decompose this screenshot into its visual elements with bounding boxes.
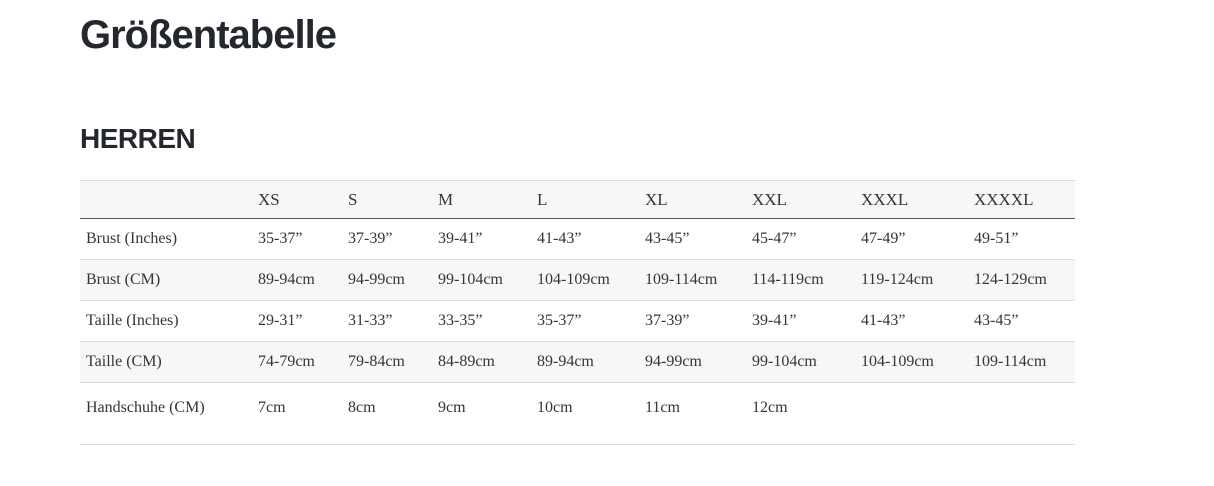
size-cell: 49-51” <box>968 219 1075 260</box>
size-cell: 94-99cm <box>639 342 746 383</box>
size-cell: 9cm <box>432 383 531 445</box>
size-cell: 11cm <box>639 383 746 445</box>
size-cell: 10cm <box>531 383 639 445</box>
size-cell: 33-35” <box>432 301 531 342</box>
table-row-taille-inches <box>80 301 1075 342</box>
size-cell <box>855 383 968 445</box>
size-cell <box>968 383 1075 445</box>
column-header-xxl: XXL <box>746 181 855 219</box>
size-cell: 119-124cm <box>855 260 968 301</box>
row-label: Brust (CM) <box>80 260 252 301</box>
size-cell: 39-41” <box>432 219 531 260</box>
row-label: Brust (Inches) <box>80 219 252 260</box>
size-table <box>80 180 1075 445</box>
size-cell: 39-41” <box>746 301 855 342</box>
column-header-l: L <box>531 181 639 219</box>
size-cell: 114-119cm <box>746 260 855 301</box>
size-cell: 35-37” <box>252 219 342 260</box>
size-cell: 79-84cm <box>342 342 432 383</box>
size-cell: 99-104cm <box>746 342 855 383</box>
size-cell: 7cm <box>252 383 342 445</box>
column-header-xl: XL <box>639 181 746 219</box>
column-header-label <box>80 181 252 219</box>
size-cell: 29-31” <box>252 301 342 342</box>
size-cell: 109-114cm <box>639 260 746 301</box>
page-title: Größentabelle <box>80 13 336 57</box>
size-cell: 104-109cm <box>531 260 639 301</box>
size-cell: 37-39” <box>342 219 432 260</box>
size-cell: 74-79cm <box>252 342 342 383</box>
size-cell: 45-47” <box>746 219 855 260</box>
size-cell: 43-45” <box>639 219 746 260</box>
header-row <box>80 181 1075 219</box>
size-cell: 89-94cm <box>531 342 639 383</box>
size-cell: 109-114cm <box>968 342 1075 383</box>
table-row-brust-cm <box>80 260 1075 301</box>
column-header-xxxl: XXXL <box>855 181 968 219</box>
size-cell: 35-37” <box>531 301 639 342</box>
size-cell: 31-33” <box>342 301 432 342</box>
size-cell: 47-49” <box>855 219 968 260</box>
size-cell: 12cm <box>746 383 855 445</box>
table-row-handschuhe-cm <box>80 383 1075 445</box>
row-label: Handschuhe (CM) <box>80 383 252 445</box>
section-title: HERREN <box>80 123 196 154</box>
size-cell: 104-109cm <box>855 342 968 383</box>
size-cell: 99-104cm <box>432 260 531 301</box>
column-header-m: M <box>432 181 531 219</box>
table-row-taille-cm <box>80 342 1075 383</box>
size-cell: 124-129cm <box>968 260 1075 301</box>
size-cell: 43-45” <box>968 301 1075 342</box>
row-label: Taille (Inches) <box>80 301 252 342</box>
size-cell: 84-89cm <box>432 342 531 383</box>
column-header-xs: XS <box>252 181 342 219</box>
column-header-s: S <box>342 181 432 219</box>
size-cell: 41-43” <box>531 219 639 260</box>
size-cell: 37-39” <box>639 301 746 342</box>
row-label: Taille (CM) <box>80 342 252 383</box>
size-cell: 94-99cm <box>342 260 432 301</box>
size-cell: 89-94cm <box>252 260 342 301</box>
column-header-xxxxl: XXXXL <box>968 181 1075 219</box>
size-cell: 8cm <box>342 383 432 445</box>
table-row-brust-inches <box>80 219 1075 260</box>
size-cell: 41-43” <box>855 301 968 342</box>
